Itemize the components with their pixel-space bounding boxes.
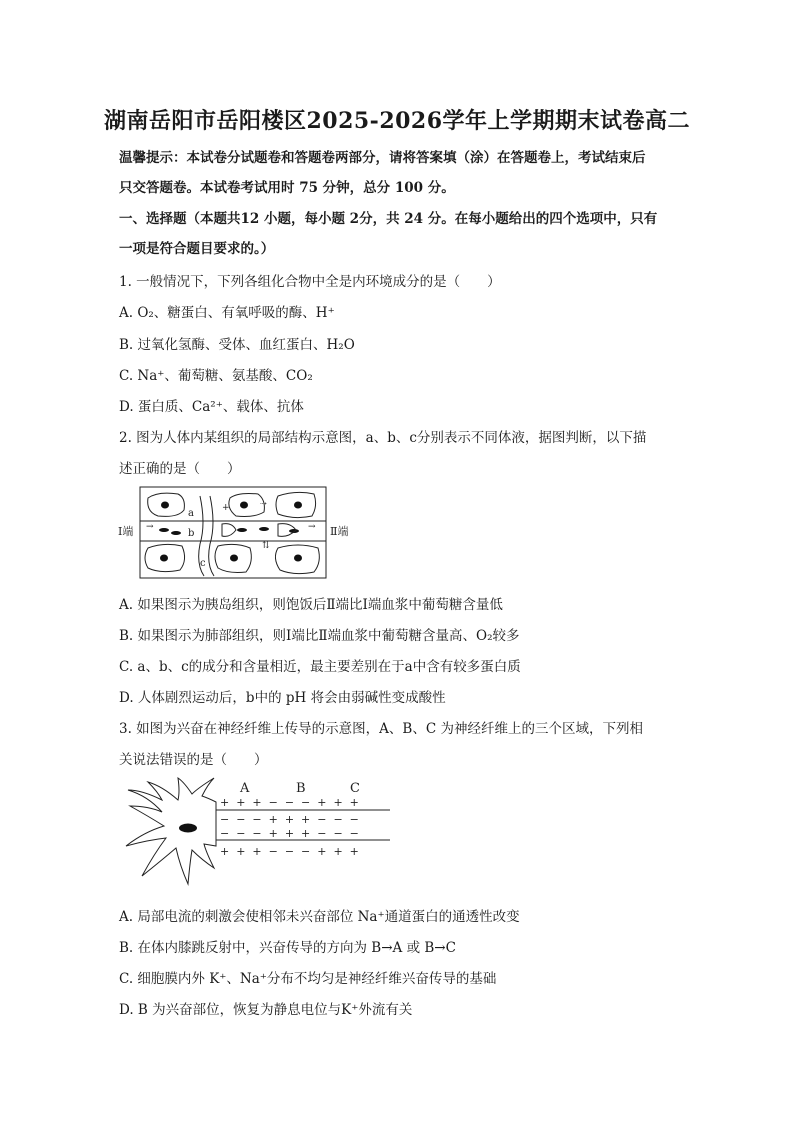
section-heading-line-2: 一项是符合题目要求的。）: [119, 241, 275, 257]
q3-option-b: B. 在体内膝跳反射中，兴奋传导的方向为 B→A 或 B→C: [119, 940, 456, 956]
q3-stem-line-2: 关说法错误的是（ ）: [119, 752, 268, 768]
region-b-label: B: [296, 781, 306, 796]
right-end-label: Ⅱ端: [330, 525, 349, 538]
label-b: b: [188, 528, 195, 539]
q2-option-c: C. a、b、c的成分和含量相近，最主要差别在于a中含有较多蛋白质: [119, 659, 521, 675]
q2-stem-line-2: 述正确的是（ ）: [119, 461, 241, 477]
exam-title: 湖南岳阳市岳阳楼区2025-2026学年上学期期末试卷高二: [103, 108, 691, 134]
charge-row-inner-bottom: − − − + + + − − −: [220, 827, 359, 840]
left-end-label: Ⅰ端: [118, 525, 134, 538]
q2-option-b: B. 如果图示为肺部组织，则Ⅰ端比Ⅱ端血浆中葡萄糖含量高、O₂较多: [119, 628, 520, 644]
q1-stem: 1. 一般情况下，下列各组化合物中全是内环境成分的是（ ）: [119, 274, 501, 290]
svg-text:→: →: [308, 522, 316, 532]
q1-option-c: C. Na⁺、葡萄糖、氨基酸、CO₂: [119, 368, 313, 384]
charge-row-inner-top: − − − + + + − − −: [220, 813, 359, 826]
q3-option-a: A. 局部电流的刺激会使相邻未兴奋部位 Na⁺通道蛋白的通透性改变: [119, 909, 520, 925]
q1-option-b: B. 过氧化氢酶、受体、血红蛋白、H₂O: [119, 337, 355, 353]
q3-option-c: C. 细胞膜内外 K⁺、Na⁺分布不均匀是神经纤维兴奋传导的基础: [119, 971, 497, 987]
q3-option-d: D. B 为兴奋部位，恢复为静息电位与K⁺外流有关: [119, 1002, 413, 1018]
q3-stem-line-1: 3. 如图为兴奋在神经纤维上传导的示意图，A、B、C 为神经纤维上的三个区域，下列相: [119, 721, 643, 737]
q1-option-d: D. 蛋白质、Ca²⁺、载体、抗体: [119, 399, 304, 415]
region-c-label: C: [350, 781, 360, 796]
svg-text:⇢: ⇢: [260, 499, 267, 508]
q2-option-a: A. 如果图示为胰岛组织，则饱饭后Ⅱ端比Ⅰ端血浆中葡萄糖含量低: [119, 597, 503, 613]
region-a-label: A: [240, 781, 250, 796]
q2-option-d: D. 人体剧烈运动后，b中的 pH 将会由弱碱性变成酸性: [119, 690, 446, 706]
charge-row-outer-top: + + + − − − + + +: [220, 796, 359, 809]
svg-text:→: →: [146, 522, 154, 532]
charge-row-outer-bottom: + + + − − − + + +: [220, 845, 359, 858]
tissue-diagram: [118, 484, 358, 582]
nerve-fiber-diagram: [118, 776, 398, 892]
q1-option-a: A. O₂、糖蛋白、有氧呼吸的酶、H⁺: [119, 305, 335, 321]
label-a: a: [188, 508, 194, 519]
label-c: c: [200, 558, 206, 569]
svg-text:⇅: ⇅: [262, 541, 270, 551]
q2-stem-line-1: 2. 图为人体内某组织的局部结构示意图，a、b、c分别表示不同体液，据图判断，以下描: [119, 430, 647, 446]
svg-text:+: +: [222, 503, 230, 513]
notice-line-1: 温馨提示：本试卷分试题卷和答题卷两部分，请将答案填（涂）在答题卷上，考试结束后: [119, 150, 646, 166]
section-heading-line-1: 一、选择题（本题共12 小题，每小题 2分，共 24 分。在每小题给出的四个选项中，只有: [119, 211, 658, 227]
notice-line-2: 只交答题卷。本试卷考试用时 75 分钟，总分 100 分。: [119, 180, 455, 196]
